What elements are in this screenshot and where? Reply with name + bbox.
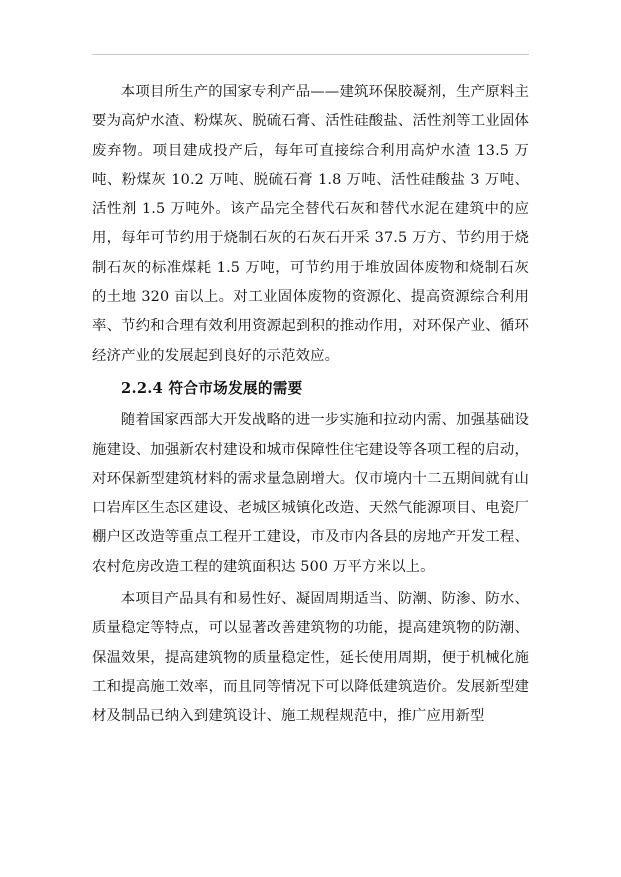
paragraph-patent-product: 本项目所生产的国家专利产品——建筑环保胶凝剂，生产原料主要为高炉水渣、粉煤灰、脱硫石膏、活性硅酸盐、活性剂等工业固体废弃物。项目建成投产后，每年可直接综合利用高炉水渣 13.5 万吨、粉煤灰 10.2 万吨、脱硫石膏 1.8 万吨、活性硅酸盐 3 万吨、活性剂 1.5 万吨外。该产品完全替代石灰和替代水泥在建筑中的应用，每年可节约用于烧制石灰的石灰石开采 37.5 万方、节约用于烧制石灰的标准煤耗 1.5 万吨，可节约用于堆放固体废物和烧制石灰的土地 320 亩以上。对工业固体废物的资源化、提高资源综合利用率、节约和合理有效利用资源起到积的推动作用，对环保产业、循环经济产业的发展起到良好的示范效应。 bbox=[92, 84, 529, 364]
document-body bbox=[92, 78, 529, 732]
paragraph-market-demand: 随着国家西部大开发战略的进一步实施和拉动内需、加强基础设施建设、加强新农村建设和城市保障性住宅建设等各项工程的启动，对环保新型建筑材料的需求量急剧增大。仅市境内十二五期间就有山口岩库区生态区建设、老城区城镇化改造、天然气能源项目、电瓷厂棚户区改造等重点工程开工建设，市及市内各县的房地产开发工程、农村危房改造工程的建筑面积达 500 万平方米以上。 bbox=[92, 412, 529, 575]
paragraph-product-features: 本项目产品具有和易性好、凝固周期适当、防潮、防渗、防水、质量稳定等特点，可以显著改善建筑物的功能，提高建筑物的防潮、保温效果，提高建筑物的质量稳定性，延长使用周期，便于机械化施工和提高施工效率，而且同等情况下可以降低建筑造价。发展新型建材及制品已纳入到建筑设计、施工规程规范中，推广应用新型 bbox=[92, 591, 529, 725]
header-rule bbox=[92, 54, 529, 55]
section-heading: 2.2.4 符合市场发展的需要 bbox=[121, 379, 303, 397]
